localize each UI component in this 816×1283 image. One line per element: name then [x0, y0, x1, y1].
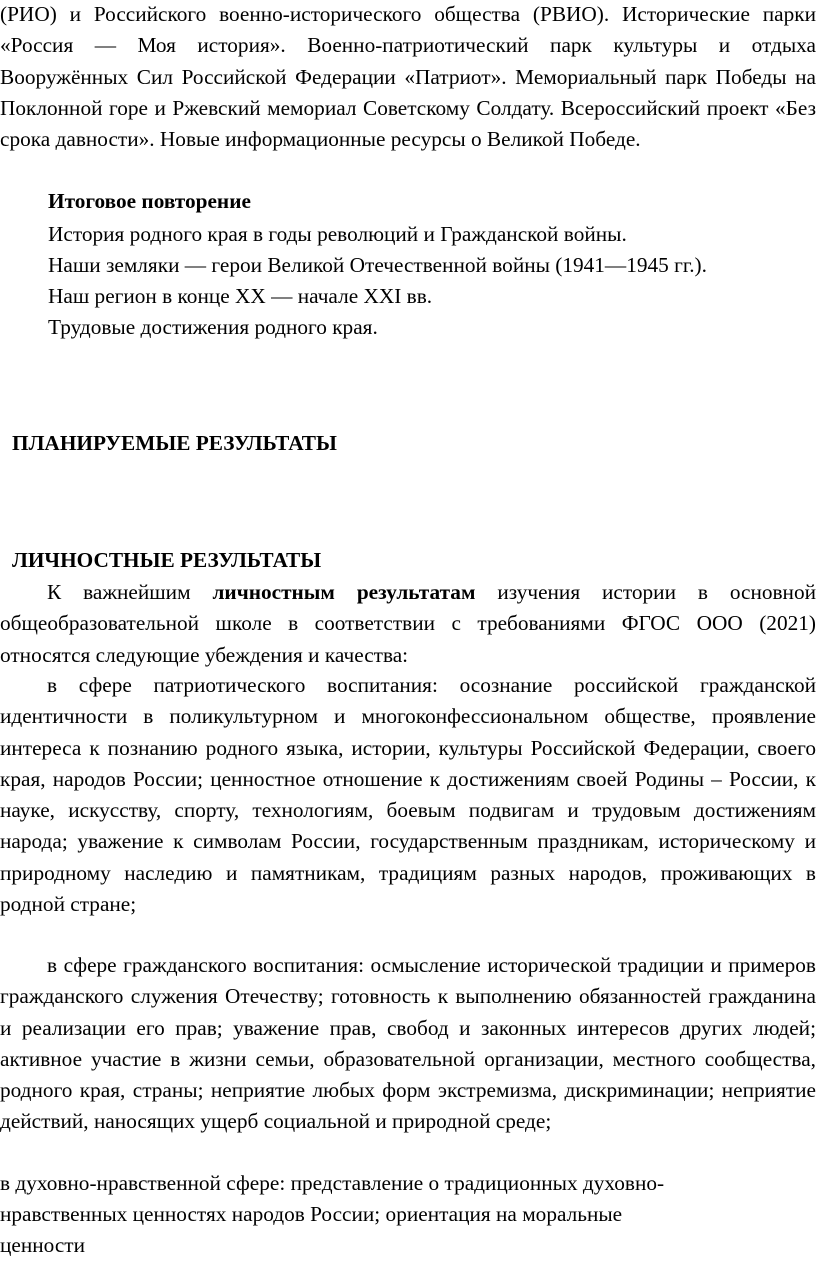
review-item-3: Наш регион в конце XX — начале XXI вв. [48, 284, 433, 308]
review-item-2: Наши земляки — герои Великой Отечественной войны (1941—1945 гг.). [48, 253, 707, 277]
review-item-4: Трудовые достижения родного края. [48, 315, 378, 339]
intro-text-start: К важнейшим [47, 580, 213, 604]
intro-paragraph: (РИО) и Российского военно-исторического общества (РВИО). Исторические парки «Россия — Моя история». Военно-патриотический парк культуры и отдыха Вооружённых Сил Российской Федерации «Патриот». Мемориальный парк Победы на Поклонной горе и Ржевский мемориал Советскому Солдату. Всероссийский проект «Без срока давности». Новые информационные ресурсы о Великой Победе. [0, 2, 816, 152]
spiritual-line-2: нравственных ценностях народов России; ориентация на моральные [0, 1202, 623, 1226]
personal-results-heading: ЛИЧНОСТНЫЕ РЕЗУЛЬТАТЫ [12, 548, 322, 572]
intro-text-end: изучения истории в основной общеобразовательной школе в соответствии с требованиями ФГОС ООО (2021) относятся следующие убеждения и качества: [0, 580, 816, 667]
spiritual-line-3: ценности [0, 1233, 85, 1257]
personal-results-intro [0, 577, 816, 671]
review-title: Итоговое повторение [48, 189, 251, 213]
spiritual-line-1: в духовно-нравственной сфере: представление о традиционных духовно- [0, 1171, 665, 1195]
review-item-1: История родного края в годы революций и Гражданской войны. [48, 222, 627, 246]
civic-paragraph: в сфере гражданского воспитания: осмысление исторической традиции и примеров гражданского служения Отечеству; готовность к выполнению обязанностей гражданина и реализации его прав; уважение прав, свобод и законных интересов других людей; активное участие в жизни семьи, образовательной организации, местного сообщества, родного края, страны; неприятие любых форм экстремизма, дискриминации; неприятие действий, наносящих ущерб социальной и природной среде; [0, 953, 816, 1134]
patriotic-paragraph: в сфере патриотического воспитания: осознание российской гражданской идентичности в поликультурном и многоконфессиональном обществе, проявление интереса к познанию родного языка, истории, культуры Российской Федерации, своего края, народов России; ценностное отношение к достижениям своей Родины – России, к науке, искусству, спорту, технологиям, боевым подвигам и трудовым достижениям народа; уважение к символам России, государственным праздникам, историческому и природному наследию и памятникам, традициям разных народов, проживающих в родной стране; [0, 673, 816, 917]
planned-results-heading: ПЛАНИРУЕМЫЕ РЕЗУЛЬТАТЫ [12, 431, 337, 455]
intro-bold-term: личностным результатам [212, 580, 476, 604]
